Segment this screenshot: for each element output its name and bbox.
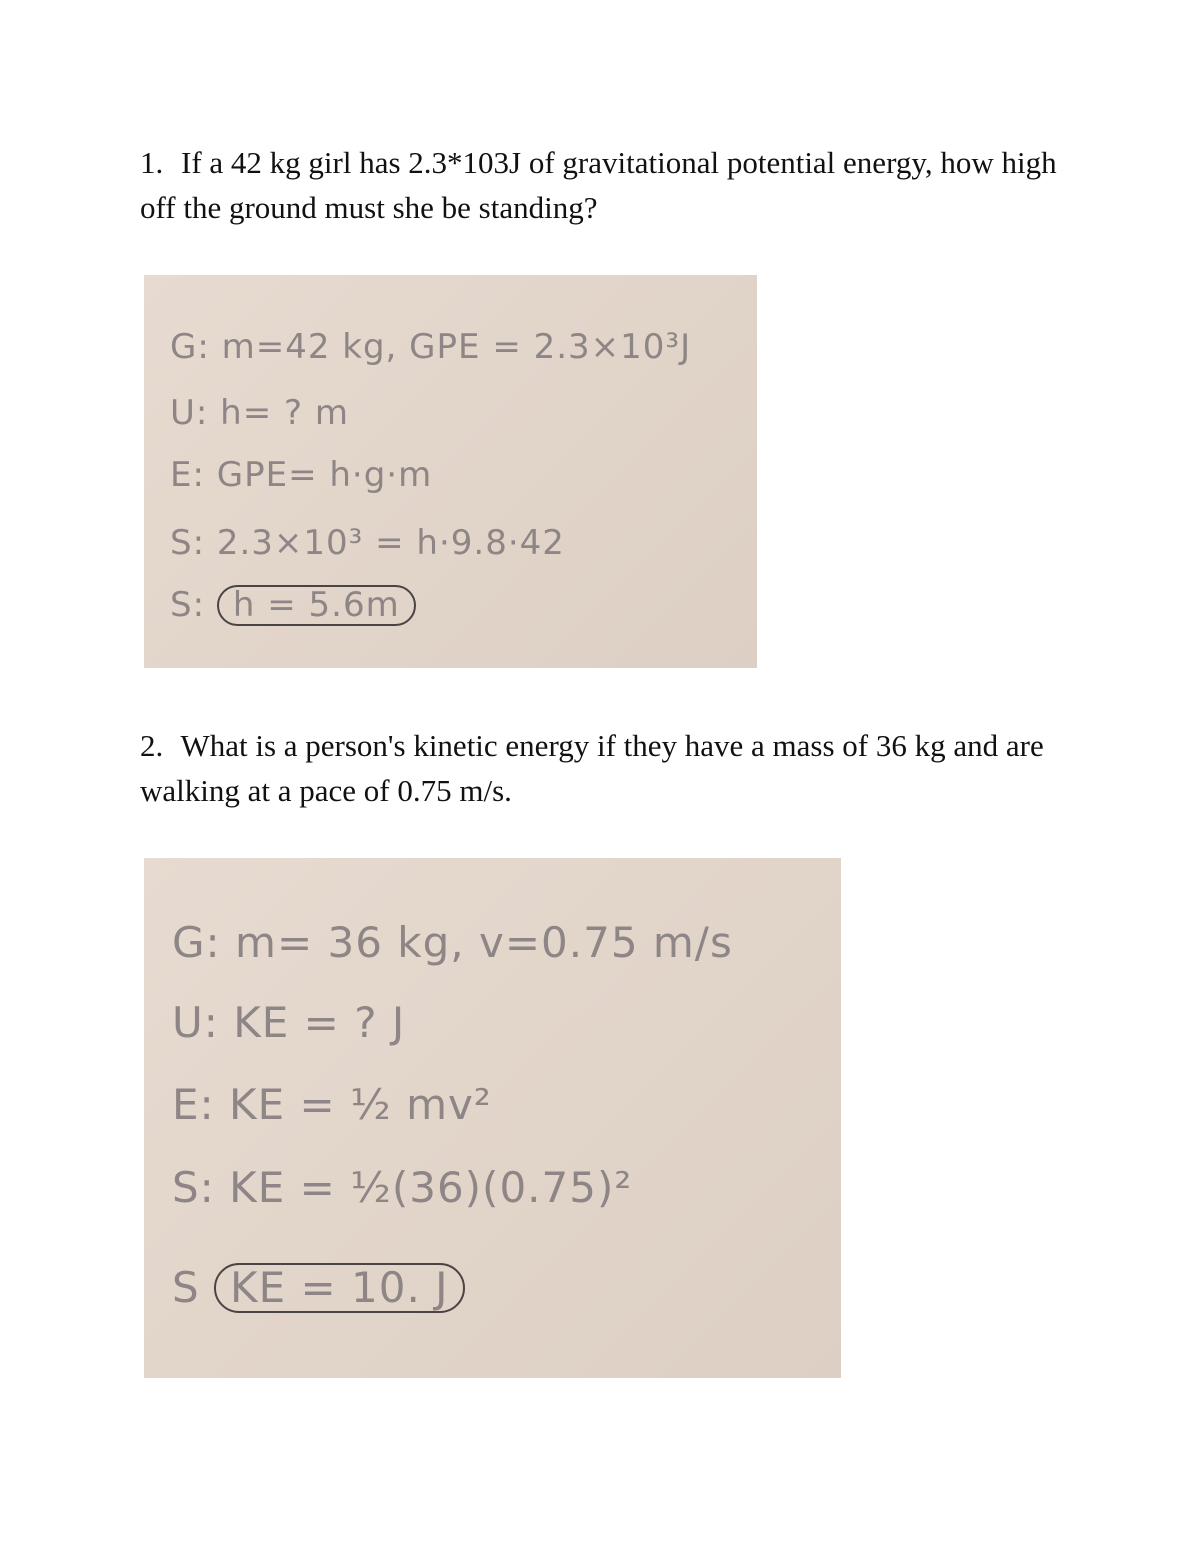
solution-1-solve-prefix: S:	[170, 585, 206, 625]
solution-2-solve	[172, 1263, 465, 1313]
question-1	[140, 140, 1080, 230]
handwritten-solution-2-photo	[144, 858, 841, 1378]
question-1-text: If a 42 kg girl has 2.3*103J of gravitational potential energy, how high off the ground must she be standing?	[140, 145, 1057, 225]
handwritten-solution-1-photo	[144, 275, 757, 668]
solution-1-unknown: U: h= ? m	[170, 393, 349, 433]
solution-2-unknown: U: KE = ? J	[172, 998, 406, 1047]
question-2-number: 2.	[140, 728, 164, 763]
solution-2-answer: KE = 10. J	[214, 1263, 465, 1313]
solution-2-substitute: S: KE = ½(36)(0.75)²	[172, 1163, 633, 1212]
solution-1-solve	[170, 585, 416, 626]
solution-1-substitute: S: 2.3×10³ = h·9.8·42	[170, 523, 565, 563]
solution-2-given: G: m= 36 kg, v=0.75 m/s	[172, 918, 733, 967]
solution-1-given: G: m=42 kg, GPE = 2.3×10³J	[170, 327, 692, 367]
question-1-number: 1.	[140, 145, 164, 180]
question-2	[140, 723, 1080, 813]
solution-2-equation: E: KE = ½ mv²	[172, 1080, 492, 1129]
question-2-text: What is a person's kinetic energy if they have a mass of 36 kg and are walking at a pace of 0.75 m/s.	[140, 728, 1044, 808]
solution-1-equation: E: GPE= h·g·m	[170, 455, 433, 495]
solution-1-answer: h = 5.6m	[217, 585, 416, 626]
solution-2-solve-prefix: S	[172, 1263, 200, 1312]
